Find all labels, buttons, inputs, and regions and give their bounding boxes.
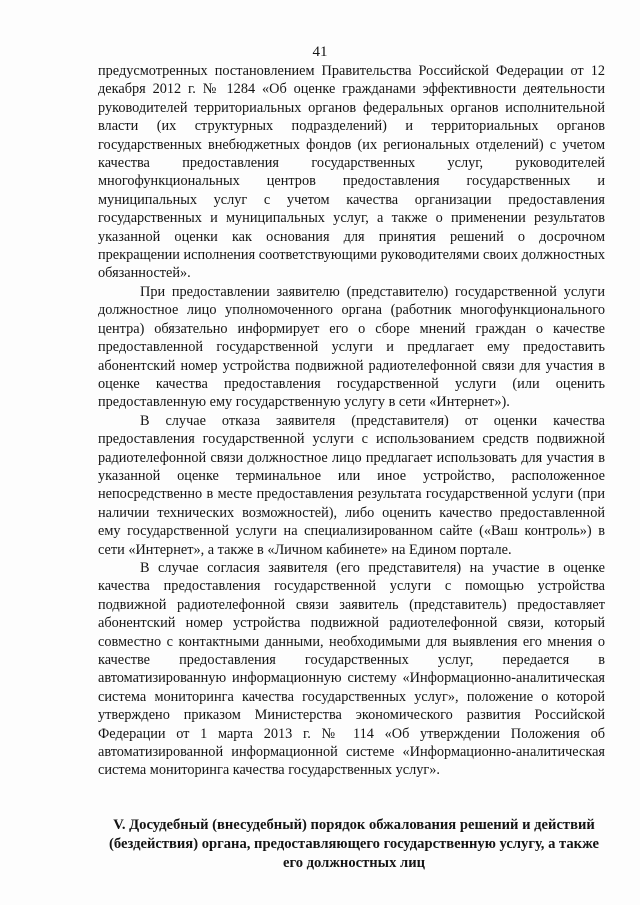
paragraph-continuation: предусмотренных постановлением Правительства Российской Федерации от 12 декабря 2012 г. № 1284 «Об оценке гражданами эффективности деятельности руководителей территориальных органов федеральных органов исполнительной власти (их структурных подразделений) и территориальных органов государственных внебюджетных фондов (их региональных отделений) с учетом качества предоставления государственных услуг, руководителей многофункциональных центров предоставления государственных и муниципальных услуг с учетом качества организации предоставления государственных и муниципальных услуг, а также о применении результатов указанной оценки как основания для принятия решений о досрочном прекращении исполнения соответствующими руководителями своих должностных обязанностей». bbox=[98, 63, 605, 282]
page-number: 41 bbox=[312, 44, 328, 60]
body-text bbox=[98, 62, 605, 780]
paragraph-consent: В случае согласия заявителя (его представителя) на участие в оценке качества предоставления государственной услуги с помощью устройства подвижной радиотелефонной связи заявитель (представитель) предоставляет абонентский номер устройства подвижной радиотелефонной связи, который совместно с контактными данными, необходимыми для выявления его мнения о качестве предоставления государственных услуг, передается в автоматизированную информационную систему «Информационно-аналитическая система мониторинга качества государственных услуг», положение о которой утверждено приказом Министерства экономического развития Российской Федерации от 1 марта 2013 г. № 114 «Об утверждении Положения об автоматизированной информационной системе «Информационно-аналитическая система мониторинга качества государственных услуг». bbox=[98, 559, 605, 779]
section-heading: V. Досудебный (внесудебный) порядок обжалования решений и действий (бездействия) органа, предоставляющего государственную услугу, а также его должностных лиц bbox=[109, 817, 599, 871]
paragraph-informing: При предоставлении заявителю (представителю) государственной услуги должностное лицо уполномоченного органа (работник многофункционального центра) обязательно информирует его о сборе мнений граждан о качестве предоставленной государственной услуги и предлагает ему предоставить абонентский номер устройства подвижной радиотелефонной связи для участия в оценке качества предоставления государственной услуги (или оценить предоставленную ему государственную услугу в сети «Интернет»). bbox=[98, 283, 605, 411]
paragraph-refusal: В случае отказа заявителя (представителя) от оценки качества предоставления государственной услуги с использованием средств подвижной радиотелефонной связи должностное лицо предлагает использовать для участия в указанной оценке терминальное или иное устройство, расположенное непосредственно в месте предоставления результата государственной услуги (при наличии технических возможностей), либо оценить качество предоставленной ему государственной услуги на специализированном сайте («Ваш контроль») в сети «Интернет», а также в «Личном кабинете» на Едином портале. bbox=[98, 412, 605, 558]
